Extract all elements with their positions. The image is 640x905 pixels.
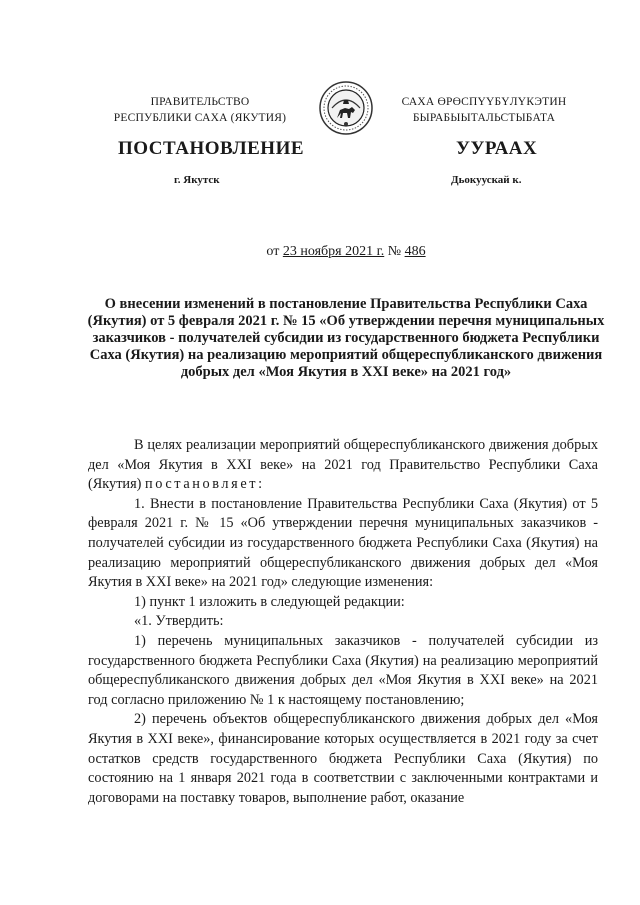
document-body (88, 436, 598, 808)
document-date: 23 ноября 2021 г. (282, 244, 385, 259)
header-right-block (384, 94, 584, 126)
header-right-line1: САХА ӨРӨСПҮҮБҮЛҮКЭТИН (401, 96, 567, 108)
paragraph-1-resolves: постановляет: (145, 476, 265, 493)
header-left-block (100, 94, 300, 126)
document-title: О внесении изменений в постановление Правительства Республики Саха (Якутия) от 5 февраля 2021 г. № 15 «Об утверждении перечня муниципальных заказчиков - получателей субсидии из государственного бюджета Республики Саха (Якутия) на реализацию мероприятий общереспубликанского движения добрых дел «Моя Якутия в XXI веке» на 2021 год» (87, 296, 605, 380)
date-number-line (0, 244, 640, 260)
city-sakha: Дьокуускай к. (451, 174, 522, 186)
paragraph-3: 1) пункт 1 изложить в следующей редакции: (134, 593, 405, 610)
paragraph-2: 1. Внести в постановление Правительства Республики Саха (Якутия) от 5 февраля 2021 г. № 15 «Об утверждении перечня муниципальных заказчиков - получателей субсидии из государственного бюджета Республики Саха (Якутия) на реализацию мероприятий общереспубликанского движения добрых дел «Моя Якутия в XXI веке» на 2021 год» следующие изменения: (88, 495, 598, 591)
coat-of-arms-emblem (318, 80, 374, 136)
header-right-line2: БЫРАБЫЫТАЛЬСТЫБАТА (412, 112, 556, 124)
number-sign: № (384, 244, 405, 259)
paragraph-1 (88, 436, 598, 495)
header-left-line2: РЕСПУБЛИКИ САХА (ЯКУТИЯ) (113, 112, 287, 124)
document-type-sakha: УУРААХ (456, 138, 538, 159)
paragraph-6: 2) перечень объектов общереспубликанского движения добрых дел «Моя Якутия в XXI веке», финансирование которых осуществляется в 2021 году за счет остатков средств государственного бюджета Республики Саха (Якутия) по состоянию на 1 января 2021 года в соответствии с заключенными контрактами и договорами на поставку товаров, выполнение работ, оказание (88, 711, 598, 806)
paragraph-5: 1) перечень муниципальных заказчиков - получателей субсидии из государственного бюджета Республики Саха (Якутия) на реализацию мероприятий общереспубликанского движения добрых дел «Моя Якутия в XXI веке» на 2021 год согласно приложению № 1 к настоящему постановлению; (88, 632, 598, 708)
paragraph-4: «1. Утвердить: (134, 613, 224, 630)
city-ru: г. Якутск (174, 174, 220, 186)
date-prefix: от (266, 244, 283, 259)
document-type-ru: ПОСТАНОВЛЕНИЕ (118, 138, 305, 159)
header-left-line1: ПРАВИТЕЛЬСТВО (150, 96, 250, 108)
document-number: 486 (404, 244, 426, 259)
paragraph-1-text: В целях реализации мероприятий общереспубликанского движения добрых дел «Моя Якутия в XXI веке» на 2021 год Правительство Республики Саха (Якутия) (88, 437, 598, 493)
